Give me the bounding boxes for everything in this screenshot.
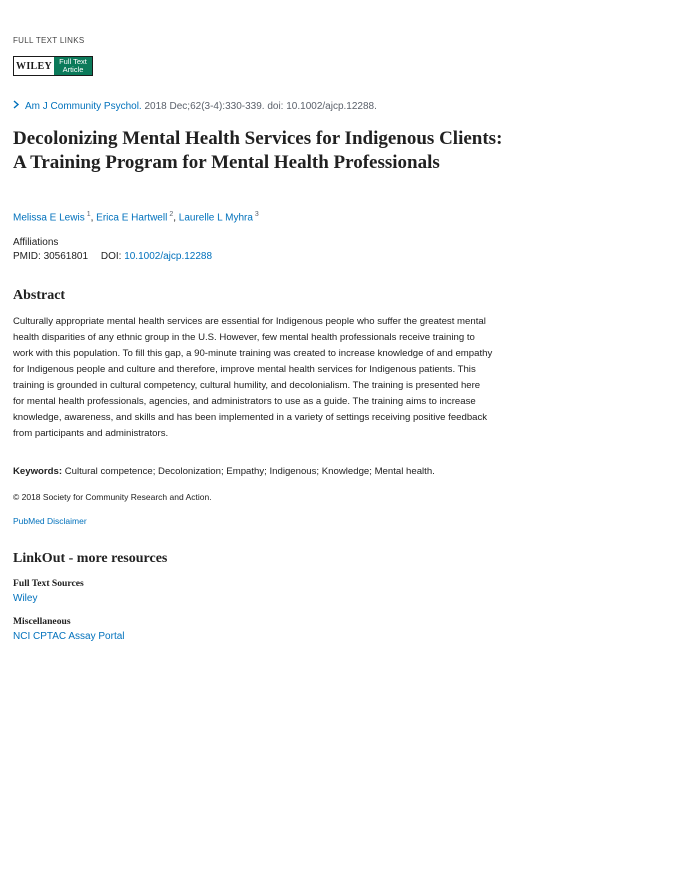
abstract-heading: Abstract [13,288,66,303]
chevron-right-icon[interactable] [13,100,20,112]
keywords [13,466,435,477]
copyright-notice: © 2018 Society for Community Research and Action. [13,492,212,502]
linkout-heading: LinkOut - more resources [13,551,168,566]
journal-link[interactable]: Am J Community Psychol. [25,101,142,112]
pubmed-disclaimer-link[interactable]: PubMed Disclaimer [13,516,87,526]
affiliations-toggle[interactable]: Affiliations [13,237,59,248]
pmid-label: PMID: [13,251,41,262]
author-list: Melissa E Lewis $^1$, Erica E Hartwell $^2$, Laurelle L Myhra $^3$ [13,211,259,224]
keywords-list: Cultural competence; Decolonization; Empathy; Indigenous; Knowledge; Mental health. [64,466,435,477]
article-identifiers [13,251,212,262]
author-affiliation-sup[interactable]: 1 [86,211,91,218]
author-affiliation-sup[interactable]: 2 [169,211,174,218]
doi-label: DOI: [100,251,122,262]
full-text-links-heading: FULL TEXT LINKS [13,36,85,45]
miscellaneous-heading: Miscellaneous [13,616,71,627]
author-link[interactable]: Erica E Hartwell [96,212,168,224]
citation [13,100,377,112]
abstract-text: Culturally appropriate mental health services are essential for Indigenous people who suffer the greatest mental health disparities of any ethnic group in the U.S. However, few mental health professionals receive training to work with this population. To fill this gap, a 90-minute training was created to increase knowledge of and empathy for Indigenous people and culture and therefore, improve mental health services for Indigenous patients. This training is grounded in cultural competency, cultural humility, and decolonialism. The training is presented here for mental health professionals, agencies, and administrators to use as a guide. The training aims to increase knowledge, awareness, and skills and has been implemented in a variety of settings receiving positive feedback from participants and administrators. [13,316,493,439]
pmid-value: 30561801 [43,251,89,262]
full-text-article-label [54,57,92,75]
wiley-full-text-article-button[interactable] [13,56,93,76]
nci-cptac-assay-portal-link[interactable]: NCI CPTAC Assay Portal [13,631,125,642]
wiley-brand-label: WILEY [14,57,54,75]
citation-details: 2018 Dec;62(3-4):330-339. doi: 10.1002/ajcp.12288. [144,101,377,112]
full-text-line: Full Text [59,57,87,66]
article-line: Article [62,65,84,74]
article-title: Decolonizing Mental Health Services for Indigenous Clients: A Training Program for Mental Health Professionals [13,128,503,173]
keywords-label: Keywords: [13,466,63,477]
author-link[interactable]: Laurelle L Myhra [178,212,253,224]
author-link[interactable]: Melissa E Lewis [13,212,85,224]
doi-link[interactable]: 10.1002/ajcp.12288 [124,251,213,262]
author-affiliation-sup[interactable]: 3 [254,211,259,218]
full-text-sources-heading: Full Text Sources [13,578,84,589]
wiley-link[interactable]: Wiley [13,593,38,604]
